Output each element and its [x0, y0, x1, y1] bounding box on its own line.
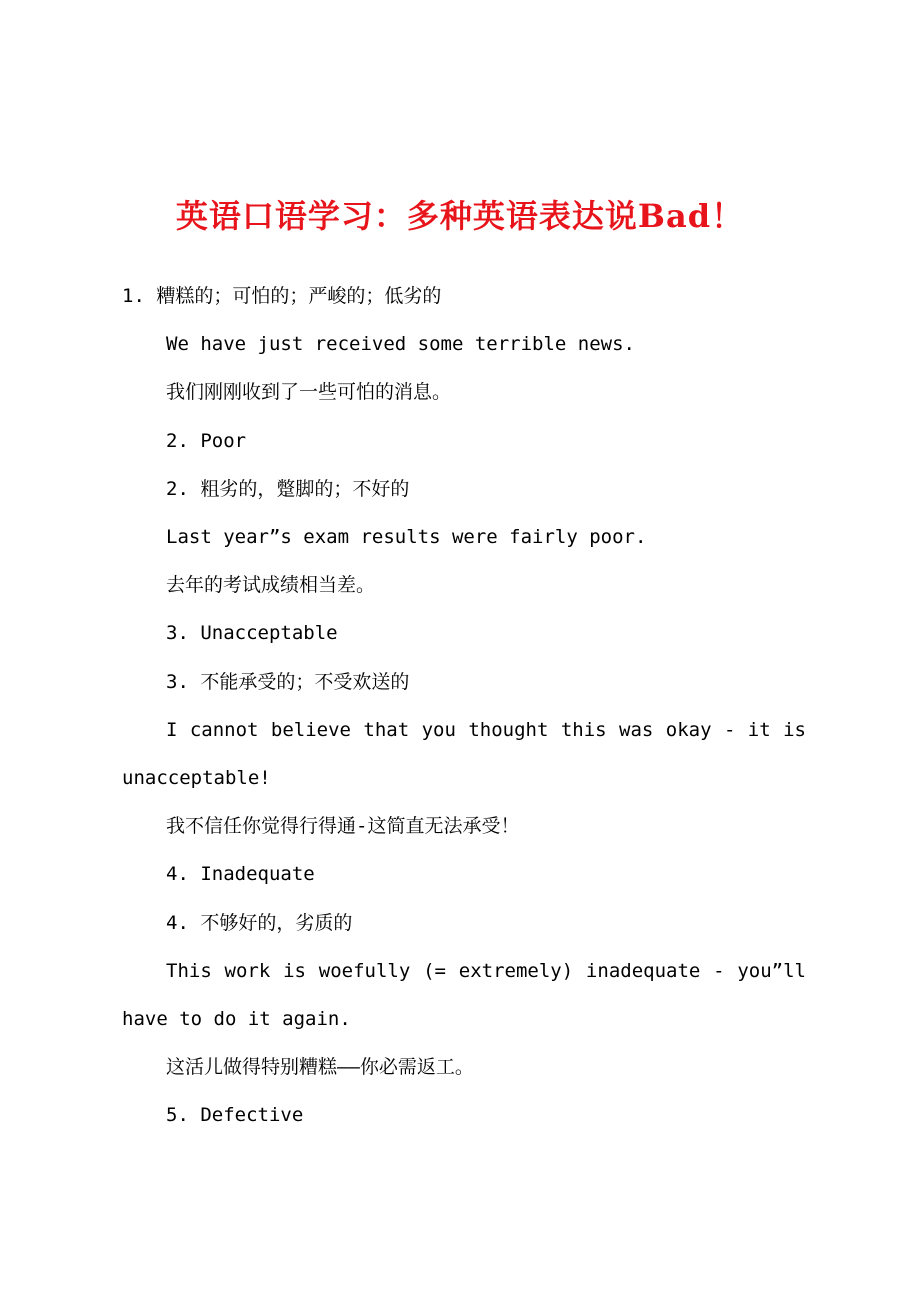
paragraph: We have just received some terrible news.: [166, 333, 635, 356]
paragraph: 4. Inadequate: [166, 863, 315, 886]
paragraph: This work is woefully (= extremely) inadequate - you”ll have to do it again.: [122, 959, 818, 1031]
paragraph: Last year”s exam results were fairly poor.: [166, 526, 647, 549]
document-title: 英语口语学习：多种英语表达说Bad！: [175, 197, 745, 235]
paragraph: 这活儿做得特别糟糕——你必需返工。: [166, 1056, 474, 1079]
paragraph: 3. Unacceptable: [166, 622, 338, 645]
paragraph: 我不信任你觉得行得通-这简直无法承受！: [166, 815, 520, 838]
paragraph: 3. 不能承受的；不受欢送的: [166, 670, 410, 693]
paragraph: 2. 粗劣的，蹩脚的；不好的: [166, 477, 410, 500]
paragraph: 2. Poor: [166, 429, 247, 452]
paragraph: 4. 不够好的，劣质的: [166, 911, 353, 934]
paragraph: 5. Defective: [166, 1104, 304, 1127]
paragraph: 去年的考试成绩相当差。: [166, 574, 376, 597]
paragraph: I cannot believe that you thought this was okay - it is unacceptable!: [122, 718, 818, 790]
document-body: [122, 272, 818, 1140]
paragraph: 我们刚刚收到了一些可怕的消息。: [166, 381, 452, 404]
paragraph: 1. 糟糕的；可怕的；严峻的；低劣的: [122, 285, 442, 307]
